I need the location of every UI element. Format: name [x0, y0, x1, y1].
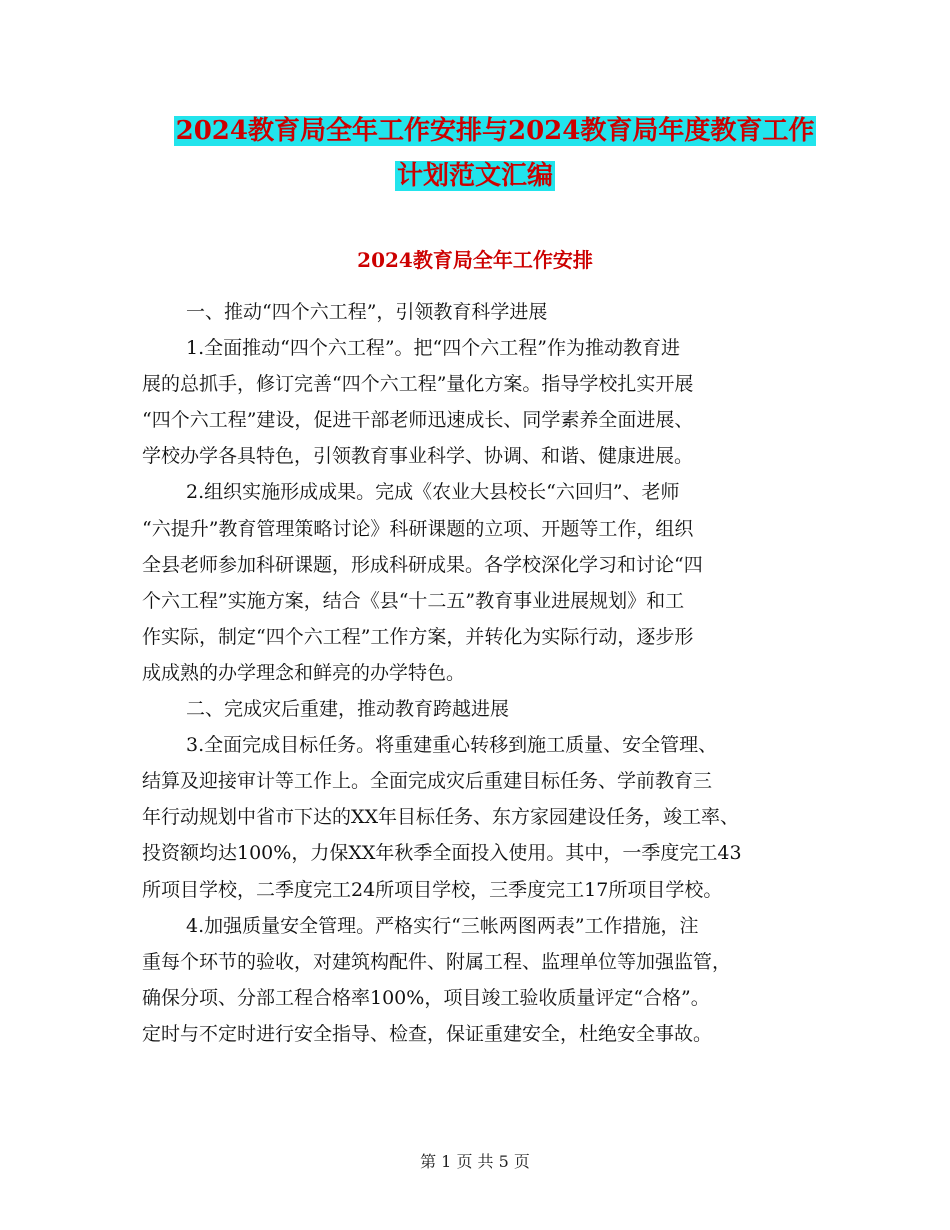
- paragraph-line: 定时与不定时进行安全指导、检查，保证重建安全，杜绝安全事故。: [142, 1022, 713, 1045]
- paragraph-line: 个六工程”实施方案，结合《县“十二五”教育事业进展规划》和工: [142, 589, 685, 612]
- paragraph-line: 成成熟的办学理念和鲜亮的办学特色。: [142, 661, 466, 684]
- paragraph-line: 学校办学各具特色，引领教育事业科学、协调、和谐、健康进展。: [142, 445, 694, 468]
- paragraph-line: 所项目学校，二季度完工24所项目学校，三季度完工17所项目学校。: [142, 878, 723, 901]
- paragraph-line: “六提升”教育管理策略讨论》科研课题的立项、开题等工作，组织: [142, 517, 694, 540]
- paragraph-line: 确保分项、分部工程合格率100%，项目竣工验收质量评定“合格”。: [142, 986, 710, 1009]
- title-highlight-2: 计划范文汇编: [396, 161, 553, 191]
- paragraph-line: 作实际，制定“四个六工程”工作方案，并转化为实际行动，逐步形: [142, 625, 694, 648]
- paragraph-line: 全县老师参加科研课题，形成科研成果。各学校深化学习和讨论“四: [142, 553, 703, 576]
- paragraph-line: 结算及迎接审计等工作上。全面完成灾后重建目标任务、学前教育三: [142, 770, 713, 793]
- paragraph-line: 3.全面完成目标任务。将重建重心转移到施工质量、安全管理、: [186, 734, 718, 757]
- document-body: [142, 294, 814, 1052]
- title-highlight-1: 2024教育局全年工作安排与2024教育局年度教育工作: [175, 116, 815, 146]
- paragraph-line: 展的总抓手，修订完善“四个六工程”量化方案。指导学校扎实开展: [142, 373, 694, 396]
- paragraph-line: “四个六工程”建设，促进干部老师迅速成长、同学素养全面进展、: [142, 409, 694, 432]
- paragraph-line: 重每个环节的验收，对建筑构配件、附属工程、监理单位等加强监管，: [142, 950, 732, 973]
- page-footer: 第 1 页 共 5 页: [420, 1152, 530, 1171]
- paragraph-line: 2.组织实施形成成果。完成《农业大县校长“六回归”、老师: [186, 481, 680, 504]
- paragraph-line: 1.全面推动“四个六工程”。把“四个六工程”作为推动教育进: [186, 337, 680, 360]
- heading-1: 一、推动“四个六工程”，引领教育科学进展: [186, 301, 548, 323]
- paragraph-line: 4.加强质量安全管理。严格实行“三帐两图两表”工作措施，注: [186, 914, 699, 937]
- paragraph-line: 年行动规划中省市下达的XX年目标任务、东方家园建设任务，竣工率、: [142, 806, 740, 829]
- section-title: 2024教育局全年工作安排: [357, 248, 593, 272]
- heading-2: 二、完成灾后重建，推动教育跨越进展: [186, 698, 510, 721]
- document-title-line-2: [0, 151, 950, 201]
- document-title-line-1: [20, 106, 950, 156]
- paragraph-line: 投资额均达100%，力保XX年秋季全面投入使用。其中，一季度完工43: [142, 842, 742, 865]
